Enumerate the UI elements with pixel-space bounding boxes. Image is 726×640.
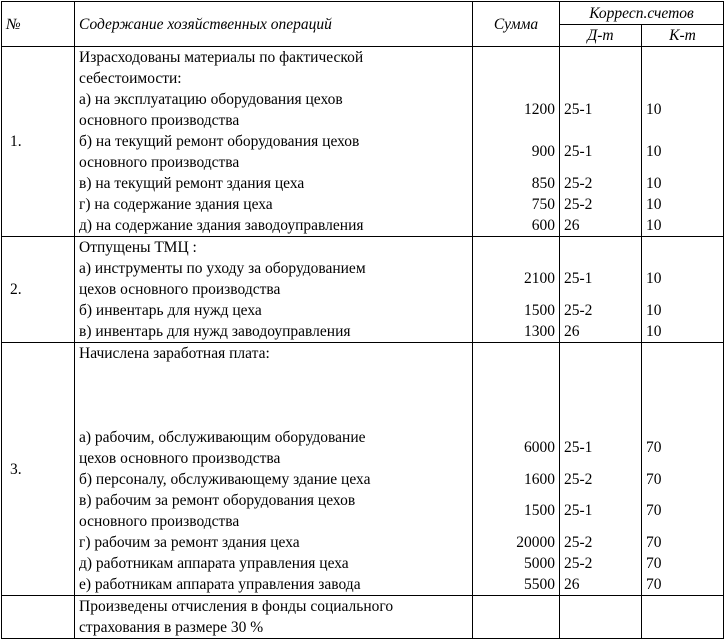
item-debit-account: 25-1 (564, 502, 593, 519)
item-text-line: а) инструменты по уходу за оборудованием (79, 260, 366, 277)
operation-content-cell (75, 47, 473, 237)
operation-item-text (79, 553, 468, 574)
spacer (477, 68, 555, 89)
item-debit-account: 25-1 (564, 270, 593, 287)
operation-item-text (79, 173, 468, 194)
item-debit-account: 26 (564, 323, 580, 340)
item-text-line: б) персоналу, обслуживающему здание цеха (79, 471, 371, 488)
operation-title-line: Отпущены ТМЦ : (79, 239, 197, 256)
item-credit-account: 70 (646, 439, 662, 456)
item-sum: 900 (531, 143, 555, 160)
operation-row (2, 596, 724, 639)
spacer (646, 47, 719, 68)
operation-sum-cell (473, 47, 560, 237)
item-text-line: основного производства (79, 513, 240, 530)
operation-title-line: себестоимости: (79, 70, 182, 87)
item-text-line: г) рабочим за ремонт здания цеха (79, 534, 300, 551)
spacer (646, 364, 719, 427)
item-credit-account: 10 (646, 175, 662, 192)
item-text-line: е) работникам аппарата управления завода (79, 576, 361, 593)
item-text-line: д) на содержание здания заводоуправления (79, 217, 364, 234)
operation-sum-cell (473, 343, 560, 596)
item-sum: 1200 (524, 101, 555, 118)
item-text-line: в) на текущий ремонт здания цеха (79, 175, 305, 192)
item-sum: 20000 (516, 534, 555, 551)
item-debit-account: 25-2 (564, 196, 593, 213)
spacer (564, 596, 637, 617)
item-sum: 1500 (524, 502, 555, 519)
operation-content-cell (75, 343, 473, 596)
item-debit-account: 25-2 (564, 471, 593, 488)
item-sum: 850 (531, 175, 555, 192)
operation-number: 3. (2, 343, 75, 596)
header-number: № (2, 2, 75, 47)
item-text-line: а) рабочим, обслуживающим оборудование (79, 429, 366, 446)
item-sum: 1300 (524, 323, 555, 340)
operation-item-text (79, 131, 468, 173)
operation-dt-cell (560, 596, 642, 639)
operation-dt-cell (560, 47, 642, 237)
spacer (477, 617, 555, 638)
item-debit-account: 25-2 (564, 302, 593, 319)
operation-kt-cell (642, 47, 724, 237)
item-credit-account: 10 (646, 323, 662, 340)
spacer (564, 47, 637, 68)
operation-item-text (79, 300, 468, 321)
operation-row (2, 237, 724, 343)
item-text-line: в) инвентарь для нужд заводоуправления (79, 323, 351, 340)
header-sum: Сумма (473, 2, 560, 47)
header-credit: К-т (642, 25, 724, 47)
item-sum: 600 (531, 217, 555, 234)
operation-row (2, 343, 724, 596)
operation-title-line: Произведены отчисления в фонды социального (79, 598, 394, 615)
spacer (79, 364, 468, 427)
item-credit-account: 70 (646, 555, 662, 572)
operation-item-text (79, 321, 468, 342)
operation-number: 1. (2, 47, 75, 237)
operation-item-text (79, 258, 468, 300)
item-sum: 6000 (524, 439, 555, 456)
operation-content-cell (75, 596, 473, 639)
item-text-line: б) инвентарь для нужд цеха (79, 302, 262, 319)
item-text-line: в) рабочим за ремонт оборудования цехов (79, 492, 356, 509)
item-sum: 1600 (524, 471, 555, 488)
operation-title-line: Израсходованы материалы по фактической (79, 49, 364, 66)
item-text-line: цехов основного производства (79, 450, 281, 467)
item-text-line: г) на содержание здания цеха (79, 196, 273, 213)
operation-number: 2. (2, 237, 75, 343)
spacer (646, 68, 719, 89)
item-sum: 2100 (524, 270, 555, 287)
item-debit-account: 25-1 (564, 143, 593, 160)
item-text-line: а) на эксплуатацию оборудования цехов (79, 91, 343, 108)
spacer (564, 343, 637, 364)
operation-item-text (79, 490, 468, 532)
item-credit-account: 10 (646, 101, 662, 118)
spacer (477, 596, 555, 617)
item-credit-account: 70 (646, 471, 662, 488)
operation-kt-cell (642, 343, 724, 596)
operation-item-text (79, 532, 468, 553)
spacer (646, 237, 719, 258)
item-credit-account: 70 (646, 534, 662, 551)
header-debit: Д-т (560, 25, 642, 47)
spacer (646, 617, 719, 638)
item-sum: 5000 (524, 555, 555, 572)
item-debit-account: 25-2 (564, 555, 593, 572)
operation-dt-cell (560, 237, 642, 343)
operation-item-text (79, 574, 468, 595)
item-text-line: б) на текущий ремонт оборудования цехов (79, 133, 360, 150)
item-debit-account: 25-2 (564, 534, 593, 551)
operation-kt-cell (642, 237, 724, 343)
item-credit-account: 10 (646, 217, 662, 234)
operation-number (2, 596, 75, 639)
operation-content-cell (75, 237, 473, 343)
operation-item-text (79, 469, 468, 490)
item-credit-account: 10 (646, 143, 662, 160)
spacer (477, 343, 555, 364)
spacer (564, 237, 637, 258)
item-debit-account: 25-1 (564, 101, 593, 118)
operation-item-text (79, 215, 468, 236)
operation-item-text (79, 194, 468, 215)
item-text-line: основного производства (79, 112, 240, 129)
operation-sum-cell (473, 237, 560, 343)
item-credit-account: 70 (646, 502, 662, 519)
operation-item-text (79, 89, 468, 131)
item-debit-account: 26 (564, 576, 580, 593)
operation-title-line: Начислена заработная плата: (79, 345, 270, 362)
spacer (646, 343, 719, 364)
item-text-line: цехов основного производства (79, 281, 281, 298)
item-debit-account: 25-2 (564, 175, 593, 192)
header-content: Содержание хозяйственных операций (75, 2, 473, 47)
item-debit-account: 25-1 (564, 439, 593, 456)
spacer (477, 47, 555, 68)
spacer (477, 364, 555, 427)
header-correspondence: Корресп.счетов (560, 2, 724, 25)
spacer (564, 68, 637, 89)
item-text-line: основного производства (79, 154, 240, 171)
spacer (646, 596, 719, 617)
spacer (477, 237, 555, 258)
item-sum: 1500 (524, 302, 555, 319)
operation-item-text (79, 427, 468, 469)
operation-row (2, 47, 724, 237)
spacer (564, 617, 637, 638)
spacer (564, 364, 637, 427)
operations-table (1, 1, 724, 639)
item-credit-account: 10 (646, 270, 662, 287)
operation-title-line: страхования в размере 30 % (79, 619, 264, 636)
operation-dt-cell (560, 343, 642, 596)
operation-kt-cell (642, 596, 724, 639)
item-credit-account: 10 (646, 302, 662, 319)
item-sum: 5500 (524, 576, 555, 593)
item-debit-account: 26 (564, 217, 580, 234)
item-sum: 750 (531, 196, 555, 213)
item-text-line: д) работникам аппарата управления цеха (79, 555, 349, 572)
item-credit-account: 10 (646, 196, 662, 213)
item-credit-account: 70 (646, 576, 662, 593)
operation-sum-cell (473, 596, 560, 639)
